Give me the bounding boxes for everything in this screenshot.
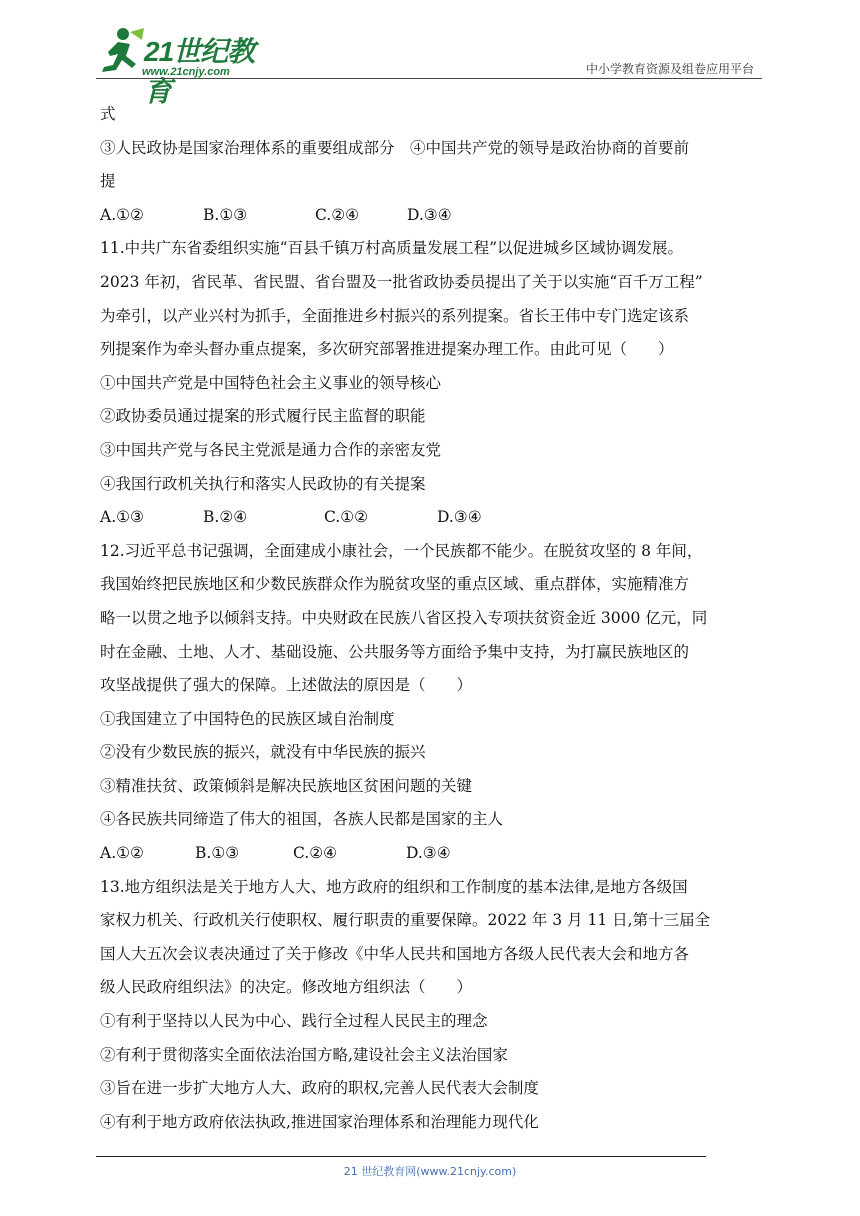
statement-2: ②政协委员通过提案的形式履行民主监督的职能 [100,407,426,426]
q10-options [100,199,764,233]
statement-2: ②没有少数民族的振兴，就没有中华民族的振兴 [100,743,426,762]
statement-4: ④各民族共同缔造了伟大的祖国，各族人民都是国家的主人 [100,810,504,829]
option-c[interactable]: C.②④ [315,205,360,224]
question-12-stem: 我国始终把民族地区和少数民族群众作为脱贫攻坚的重点区域、重点群体，实施精准方 [100,575,690,594]
option-b[interactable]: B.②④ [203,508,248,527]
statement-3: ③中国共产党与各民主党派是通力合作的亲密友党 [100,440,442,459]
text-line: 提 [100,172,116,191]
q11-options [100,501,764,535]
statement-4: ④我国行政机关执行和落实人民政协的有关提案 [100,474,426,493]
footer-link[interactable]: 21 世纪教育网(www.21cnjy.com) [343,1165,517,1178]
option-c[interactable]: C.①② [324,508,369,527]
statement-3: ③旨在进一步扩大地方人大、政府的职权,完善人民代表大会制度 [100,1079,539,1098]
option-b[interactable]: B.①③ [195,844,240,863]
site-logo[interactable] [96,26,266,107]
question-12-stem: 时在金融、土地、人才、基础设施、公共服务等方面给予集中支持，为打赢民族地区的 [100,642,690,661]
option-b[interactable]: B.①③ [203,205,248,224]
question-11-stem: 列提案作为牵头督办重点提案，多次研究部署推进提案办理工作。由此可见（ ） [100,340,674,359]
question-13-stem: 级人民政府组织法》的决定。修改地方组织法（ ） [100,978,473,997]
option-a[interactable]: A.①② [100,205,144,224]
statement-1: ①中国共产党是中国特色社会主义事业的领导核心 [100,373,442,392]
question-13-stem: 家权力机关、行政机关行使职权、履行职责的重要保障。2022 年 3 月 11 日,第十三届全 [100,911,711,930]
header-tagline: 中小学教育资源及组卷应用平台 [585,62,754,76]
logo-url: www.21cnjy.com [142,66,230,78]
question-12-stem: 攻坚战提供了强大的保障。上述做法的原因是（ ） [100,676,473,695]
statement-1: ①有利于坚持以人民为中心、践行全过程人民民主的理念 [100,1012,488,1031]
question-13-stem: 国人大五次会议表决通过了关于修改《中华人民共和国地方各级人民代表大会和地方各 [100,944,690,963]
option-d[interactable]: D.③④ [437,508,482,527]
option-c[interactable]: C.②④ [293,844,338,863]
footer-divider [96,1156,706,1157]
statement-4: ④有利于地方政府依法执政,推进国家治理体系和治理能力现代化 [100,1112,539,1131]
question-11-stem: 2023 年初，省民革、省民盟、省台盟及一批省政协委员提出了关于以实施“百千万工程” [100,272,703,291]
runner-icon [96,26,146,80]
page-header [96,20,762,107]
statement-line: ③人民政协是国家治理体系的重要组成部分 ④中国共产党的领导是政治协商的首要前 [100,138,690,157]
text-line: 式 [100,105,116,123]
q12-options [100,837,764,871]
question-11-stem: 为牵引，以产业兴村为抓手，全面推进乡村振兴的系列提案。省长王伟中专门选定该系 [100,306,690,325]
statement-1: ①我国建立了中国特色的民族区域自治制度 [100,709,395,728]
option-d[interactable]: D.③④ [407,205,452,224]
question-13-stem: 13.地方组织法是关于地方人大、地方政府的组织和工作制度的基本法律,是地方各级国 [100,877,688,896]
question-12-stem: 12.习近平总书记强调，全面建成小康社会，一个民族都不能少。在脱贫攻坚的 8 年间， [100,541,703,560]
question-12-stem: 略一以贯之地予以倾斜支持。中央财政在民族八省区投入专项扶贫资金近 3000 亿元，同 [100,608,708,627]
statement-3: ③精准扶贫、政策倾斜是解决民族地区贫困问题的关键 [100,776,473,795]
logo-wordmark: 21世纪教育 [144,36,255,107]
option-a[interactable]: A.①③ [100,508,144,527]
page-content [100,98,764,1139]
option-d[interactable]: D.③④ [406,844,451,863]
statement-2: ②有利于贯彻落实全面依法治国方略,建设社会主义法治国家 [100,1045,508,1064]
option-a[interactable]: A.①② [100,844,144,863]
header-divider [96,78,762,79]
question-11-stem: 11.中共广东省委组织实施“百县千镇万村高质量发展工程”以促进城乡区域协调发展。 [100,239,684,258]
